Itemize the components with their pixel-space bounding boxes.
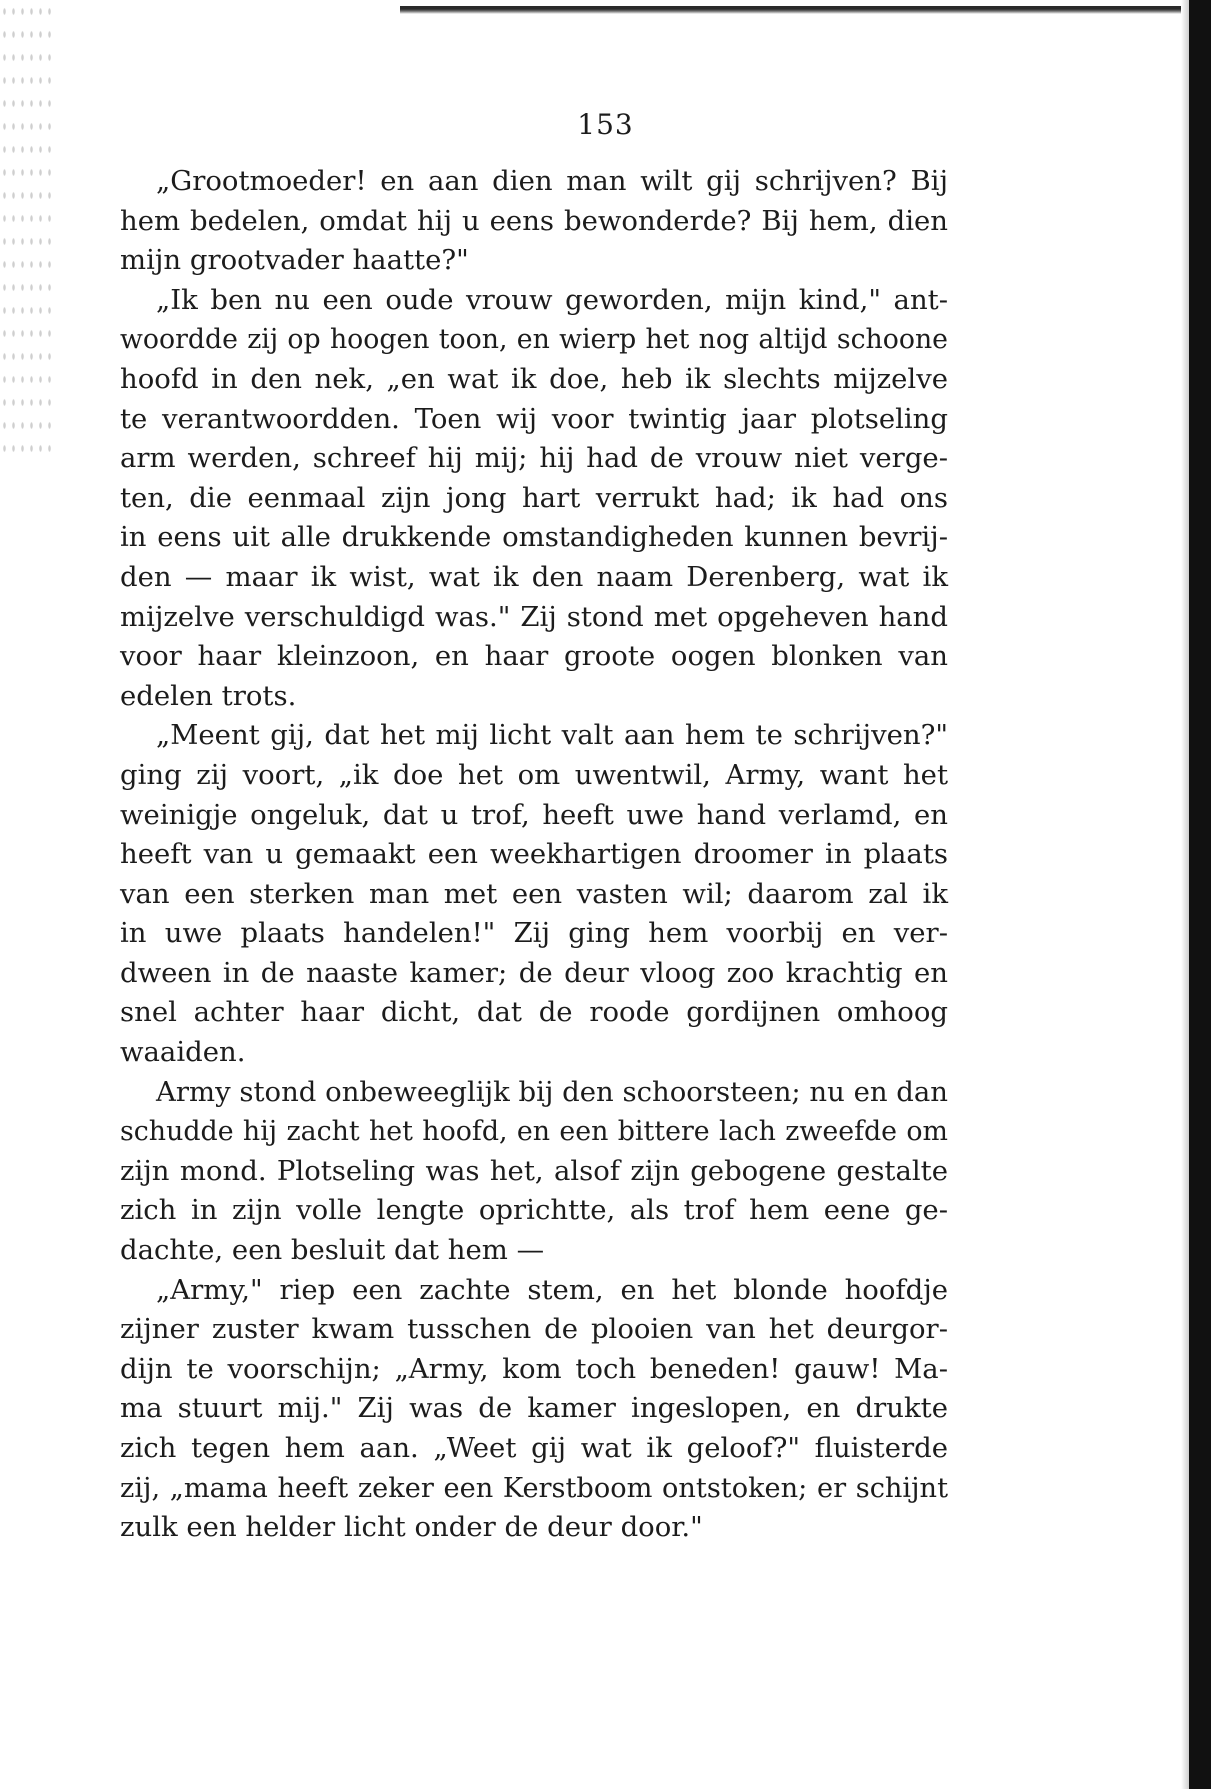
scan-top-rule (400, 6, 1211, 16)
page-number: 153 (577, 108, 634, 141)
text-line: ging zij voort, „ik doe het om uwentwil, Army, want het (120, 758, 948, 791)
text-line: heeft van u gemaakt een weekhartigen droomer in plaats (120, 838, 948, 871)
text-line: arm werden, schreef hij mij; hij had de vrouw niet verge- (120, 442, 948, 475)
scan-right-edge (1189, 0, 1211, 1789)
text-line: zijn mond. Plotseling was het, alsof zijn gebogene gestalte (120, 1154, 948, 1187)
text-line: voor haar kleinzoon, en haar groote oogen blonken van (120, 640, 948, 673)
text-line: zijner zuster kwam tusschen de plooien van het deurgor- (120, 1313, 948, 1346)
text-line: te verantwoordden. Toen wij voor twintig jaar plotseling (120, 402, 948, 435)
text-line: van een sterken man met een vasten wil; daarom zal ik (120, 877, 948, 910)
text-line: dween in de naaste kamer; de deur vloog zoo krachtig en (120, 956, 948, 989)
text-line: weinigje ongeluk, dat u trof, heeft uwe hand verlamd, en (120, 798, 948, 831)
text-line: „Army," riep een zachte stem, en het blonde hoofdje (156, 1273, 948, 1306)
text-line: zij, „mama heeft zeker een Kerstboom ontstoken; er schijnt (120, 1472, 948, 1504)
text-line: schudde hij zacht het hoofd, en een bittere lach zweefde om (120, 1116, 948, 1148)
text-line: „Ik ben nu een oude vrouw geworden, mijn kind," ant- (156, 283, 948, 316)
text-line: ma stuurt mij." Zij was de kamer ingeslopen, en drukte (120, 1392, 948, 1425)
text-line: zich in zijn volle lengte oprichtte, als trof hem eene ge- (120, 1194, 948, 1227)
text-line: ten, die eenmaal zijn jong hart verrukt had; ik had ons (120, 481, 948, 514)
text-line: edelen trots. (120, 679, 297, 712)
text-line: zich tegen hem aan. „Weet gij wat ik geloof?" fluisterde (120, 1432, 948, 1464)
text-line: woordde zij op hoogen toon, en wierp het nog altijd schoone (120, 324, 948, 356)
text-line: „Meent gij, dat het mij licht valt aan hem te schrijven?" (156, 719, 948, 752)
text-line: dijn te voorschijn; „Army, kom toch beneden! gauw! Ma- (120, 1352, 948, 1385)
text-line: den — maar ik wist, wat ik den naam Derenberg, wat ik (120, 560, 948, 593)
scan-page-edge-shadow (1181, 0, 1189, 1789)
text-line: in uwe plaats handelen!" Zij ging hem voorbij en ver- (120, 917, 948, 950)
text-line: zulk een helder licht onder de deur door." (120, 1511, 703, 1544)
text-line: hoofd in den nek, „en wat ik doe, heb ik slechts mijzelve (120, 362, 948, 395)
text-line: mijn grootvader haatte?" (120, 244, 469, 277)
scan-left-specks (0, 0, 55, 460)
text-line: dachte, een besluit dat hem — (120, 1234, 545, 1267)
text-line: Army stond onbeweeglijk bij den schoorsteen; nu en dan (156, 1075, 949, 1108)
text-line: waaiden. (120, 1036, 246, 1069)
text-line: „Grootmoeder! en aan dien man wilt gij schrijven? Bij (156, 165, 948, 197)
text-line: mijzelve verschuldigd was." Zij stond met opgeheven hand (120, 600, 948, 633)
text-line: snel achter haar dicht, dat de roode gordijnen omhoog (120, 996, 948, 1029)
text-line: in eens uit alle drukkende omstandigheden kunnen bevrij- (120, 521, 948, 554)
body-text (120, 162, 948, 1548)
text-line: hem bedelen, omdat hij u eens bewonderde? Bij hem, dien (120, 204, 948, 237)
